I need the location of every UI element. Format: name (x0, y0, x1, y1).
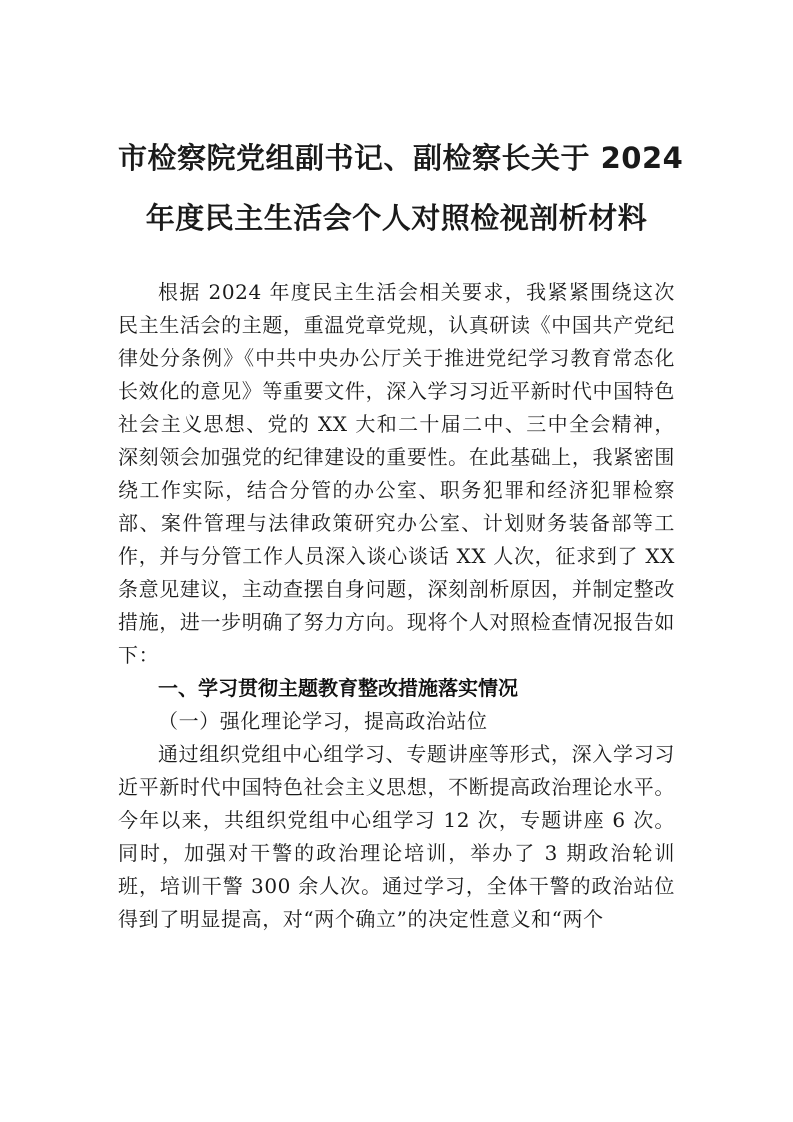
title-line-1: 市检察院党组副书记、副检察长关于 2024 (118, 141, 684, 175)
document-title (118, 128, 684, 248)
section-heading-1: 一、学习贯彻主题教育整改措施落实情况 (158, 676, 518, 700)
subsection-heading-1: （一）强化理论学习，提高政治站位 (158, 709, 488, 733)
title-line-2: 年度民主生活会个人对照检视剖析材料 (145, 201, 648, 235)
subsection-paragraph-1: 通过组织党组中心组学习、专题讲座等形式，深入学习习近平新时代中国特色社会主义思想，不断提高政治理论水平。今年以来，共组织党组中心组学习 12 次，专题讲座 6 次。同时，加强对干警的政治理论培训，举办了 3 期政治轮训班，培训干警 300 余人次。通过学习，全体干警的政治站位得到了明显提高，对“两个确立”的决定性意义和“两个 (118, 742, 675, 931)
document-body (118, 276, 675, 936)
intro-paragraph: 根据 2024 年度民主生活会相关要求，我紧紧围绕这次民主生活会的主题，重温党章党规，认真研读《中国共产党纪律处分条例》《中共中央办公厅关于推进党纪学习教育常态化长效化的意见》等重要文件，深入学习习近平新时代中国特色社会主义思想、党的 XX 大和二十届二中、三中全会精神，深刻领会加强党的纪律建设的重要性。在此基础上，我紧密围绕工作实际，结合分管的办公室、职务犯罪和经济犯罪检察部、案件管理与法律政策研究办公室、计划财务装备部等工作，并与分管工作人员深入谈心谈话 XX 人次，征求到了 XX 条意见建议，主动查摆自身问题，深刻剖析原因，并制定整改措施，进一步明确了努力方向。现将个人对照检查情况报告如下： (118, 280, 675, 667)
